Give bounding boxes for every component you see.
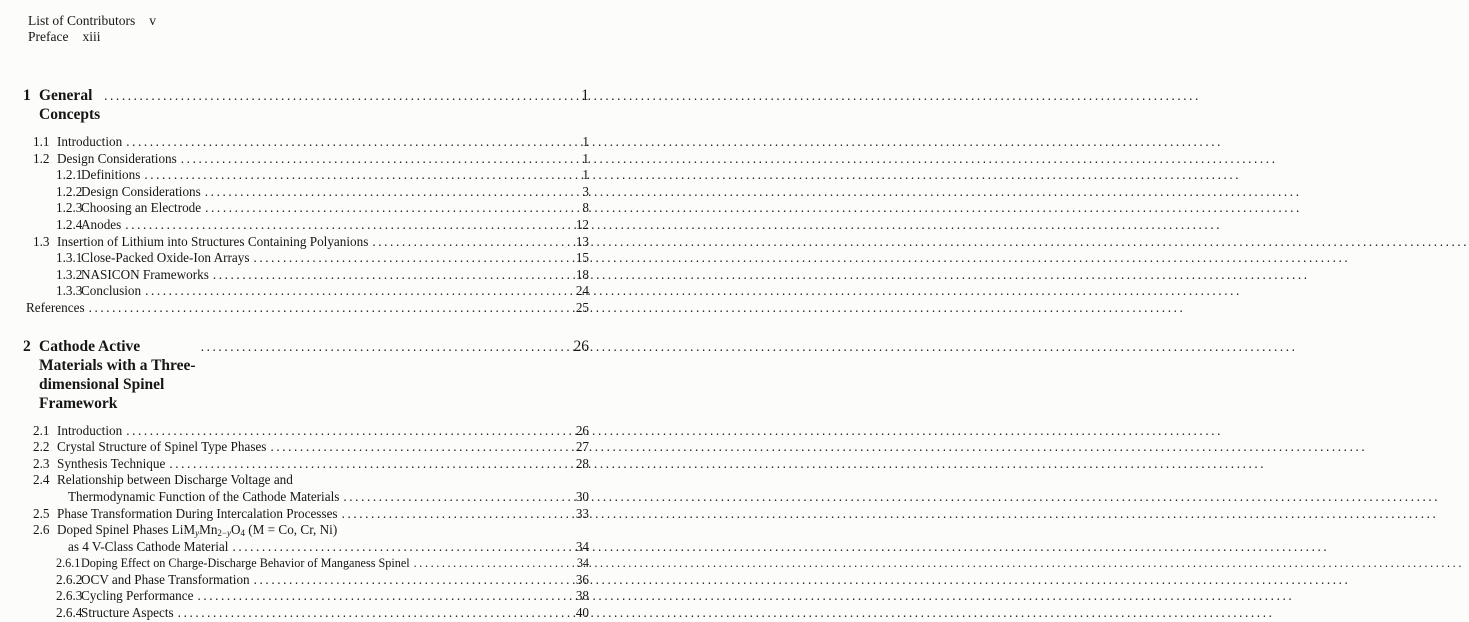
dot-leader xyxy=(178,605,572,622)
entry-page-number: 15 xyxy=(575,250,589,266)
entry-title: Definitions xyxy=(81,167,141,183)
dot-leader xyxy=(414,555,573,572)
toc-entry xyxy=(0,423,609,440)
toc-entry xyxy=(0,489,609,506)
dot-leader xyxy=(104,86,577,105)
entry-title: Phase Transformation During Intercalation Processes xyxy=(57,505,338,521)
entry-page-number: 13 xyxy=(575,233,589,249)
toc-entry xyxy=(0,539,609,556)
entry-page-number: 34 xyxy=(576,556,589,571)
entry-number: 2.6.1 xyxy=(56,556,81,571)
front-matter-label: Preface xyxy=(28,29,69,44)
entry-page-number: 18 xyxy=(575,266,589,282)
toc-entry xyxy=(0,217,609,234)
toc-entry xyxy=(0,506,609,523)
formula-subscript: y xyxy=(195,528,200,539)
chapter-page-number: 26 xyxy=(573,337,589,355)
toc-entry xyxy=(0,184,609,201)
chapter-number: 2 xyxy=(23,337,31,355)
entry-title: Design Considerations xyxy=(57,150,177,166)
dot-leader xyxy=(232,539,571,556)
dot-leader xyxy=(89,300,572,317)
toc-entry xyxy=(0,200,609,217)
entry-number: 2.4 xyxy=(33,472,50,488)
entry-page-number: 36 xyxy=(575,571,589,587)
entry-number: 1.3.2 xyxy=(56,266,83,282)
dot-leader xyxy=(253,250,571,267)
entry-page-number: 1 xyxy=(582,150,589,166)
entry-number: 1.2.4 xyxy=(56,216,83,232)
entry-page-number: 25 xyxy=(575,299,589,315)
formula-text: Mn xyxy=(199,522,218,538)
entry-page-number: 38 xyxy=(575,588,589,604)
entry-page-number: 8 xyxy=(582,200,589,216)
toc-entry xyxy=(0,456,609,473)
toc-entry xyxy=(0,522,609,539)
entry-number: 1.1 xyxy=(33,134,50,149)
chapter-block xyxy=(0,86,609,317)
entry-number: 1.3 xyxy=(33,233,50,249)
entry-title: Introduction xyxy=(57,422,123,438)
formula-text: O xyxy=(230,522,241,538)
front-matter-page: v xyxy=(149,13,156,28)
dot-leader xyxy=(169,456,571,473)
entry-title: Doping Effect on Charge-Discharge Behavior of Manganess Spinel xyxy=(81,556,410,571)
entry-page-number: 26 xyxy=(575,422,589,438)
dot-leader xyxy=(126,423,572,440)
front-matter-page: xiii xyxy=(82,29,101,44)
dot-leader xyxy=(145,283,572,300)
entry-title: Synthesis Technique xyxy=(57,455,166,471)
entry-page-number: 40 xyxy=(575,605,589,621)
toc-entry xyxy=(0,572,609,589)
entry-page-number: 1 xyxy=(582,167,589,183)
toc-entry xyxy=(0,234,609,251)
entry-title: as 4 V-Class Cathode Material xyxy=(68,538,229,554)
entry-number: 2.6.2 xyxy=(56,571,83,587)
entry-page-number: 24 xyxy=(575,283,589,299)
entry-page-number: 28 xyxy=(575,455,589,471)
entry-title: Thermodynamic Function of the Cathode Materials xyxy=(68,488,340,504)
formula-subscript: y xyxy=(226,528,231,539)
toc-entry xyxy=(0,267,609,284)
toc-entry xyxy=(0,283,609,300)
dot-leader xyxy=(270,439,571,456)
toc-entry xyxy=(0,250,609,267)
formula-subscript: 2− xyxy=(217,528,227,539)
dot-leader xyxy=(181,151,579,168)
formula-text: Doped Spinel Phases LiM xyxy=(57,522,196,538)
dot-leader xyxy=(205,200,578,217)
chapter-heading xyxy=(0,86,609,124)
toc-entry xyxy=(0,134,609,151)
entry-number: 1.2.1 xyxy=(56,167,83,183)
front-matter-entry xyxy=(0,29,609,45)
dot-leader xyxy=(197,588,571,605)
dot-leader xyxy=(213,267,572,284)
entry-page-number: 12 xyxy=(575,216,589,232)
entry-number: 1.2 xyxy=(33,150,50,166)
toc-entry xyxy=(0,300,609,317)
chapter-page-number: 1 xyxy=(581,87,589,104)
entry-page-number: 30 xyxy=(575,488,589,504)
entry-page-number: 33 xyxy=(575,505,589,521)
front-matter xyxy=(0,13,609,45)
entry-title: Choosing an Electrode xyxy=(81,200,202,216)
entry-title: Introduction xyxy=(57,134,123,149)
entry-title: Crystal Structure of Spinel Type Phases xyxy=(57,439,267,455)
entry-title: Conclusion xyxy=(81,283,142,299)
entry-title: NASICON Frameworks xyxy=(81,266,209,282)
chapter-title: General Concepts xyxy=(39,87,101,123)
formula-text: (M = Co, Cr, Ni) xyxy=(244,522,338,538)
entry-number: 2.6.4 xyxy=(56,605,83,621)
front-matter-label: List of Contributors xyxy=(28,13,136,28)
entry-number: 2.2 xyxy=(33,439,50,455)
entry-title xyxy=(57,522,337,539)
toc-entry xyxy=(0,151,609,168)
formula-subscript: 4 xyxy=(240,528,245,539)
entry-number: 2.6 xyxy=(33,522,50,538)
entry-title: Cycling Performance xyxy=(81,588,194,604)
chapter-number: 1 xyxy=(23,87,31,104)
entry-title: Anodes xyxy=(81,216,122,232)
entry-title: OCV and Phase Transformation xyxy=(81,571,250,587)
dot-leader xyxy=(144,167,578,184)
dot-leader xyxy=(342,506,572,523)
entry-number: 1.3.3 xyxy=(56,283,83,299)
entry-page-number: 27 xyxy=(575,439,589,455)
entry-number: 2.6.3 xyxy=(56,588,83,604)
dot-leader xyxy=(205,184,579,201)
entry-page-number: 1 xyxy=(582,134,589,149)
toc-entry xyxy=(0,439,609,456)
toc-page xyxy=(0,0,609,621)
entry-number: 2.3 xyxy=(33,455,50,471)
dot-leader xyxy=(343,489,571,506)
entry-title: Structure Aspects xyxy=(81,605,174,621)
dot-leader xyxy=(126,134,578,151)
toc-entry xyxy=(0,167,609,184)
chapter-heading xyxy=(0,337,609,413)
chapter-title: Cathode Active Materials with a Three-dimensional Spinel Framework xyxy=(39,337,196,412)
entry-title: Insertion of Lithium into Structures Containing Polyanions xyxy=(57,233,369,249)
entry-number: 2.5 xyxy=(33,505,50,521)
entry-title: References xyxy=(26,299,85,315)
entry-number: 1.2.2 xyxy=(56,183,83,199)
dot-leader xyxy=(372,234,571,251)
entry-number: 1.3.1 xyxy=(56,250,83,266)
dot-leader xyxy=(125,217,572,234)
dot-leader xyxy=(201,337,570,356)
entry-title: Relationship between Discharge Voltage and xyxy=(57,472,293,488)
toc-entry xyxy=(0,555,609,572)
toc-chapters xyxy=(0,86,609,622)
toc-entry xyxy=(0,472,609,489)
entry-page-number: 3 xyxy=(582,183,589,199)
toc-entry xyxy=(0,588,609,605)
toc-entry xyxy=(0,605,609,622)
entry-page-number: 34 xyxy=(575,538,589,554)
entry-number: 2.1 xyxy=(33,422,50,438)
front-matter-entry xyxy=(0,13,609,29)
dot-leader xyxy=(254,572,572,589)
entry-number: 1.2.3 xyxy=(56,200,83,216)
chapter-block xyxy=(0,337,609,622)
entry-title: Close-Packed Oxide-Ion Arrays xyxy=(81,250,250,266)
entry-title: Design Considerations xyxy=(81,183,201,199)
